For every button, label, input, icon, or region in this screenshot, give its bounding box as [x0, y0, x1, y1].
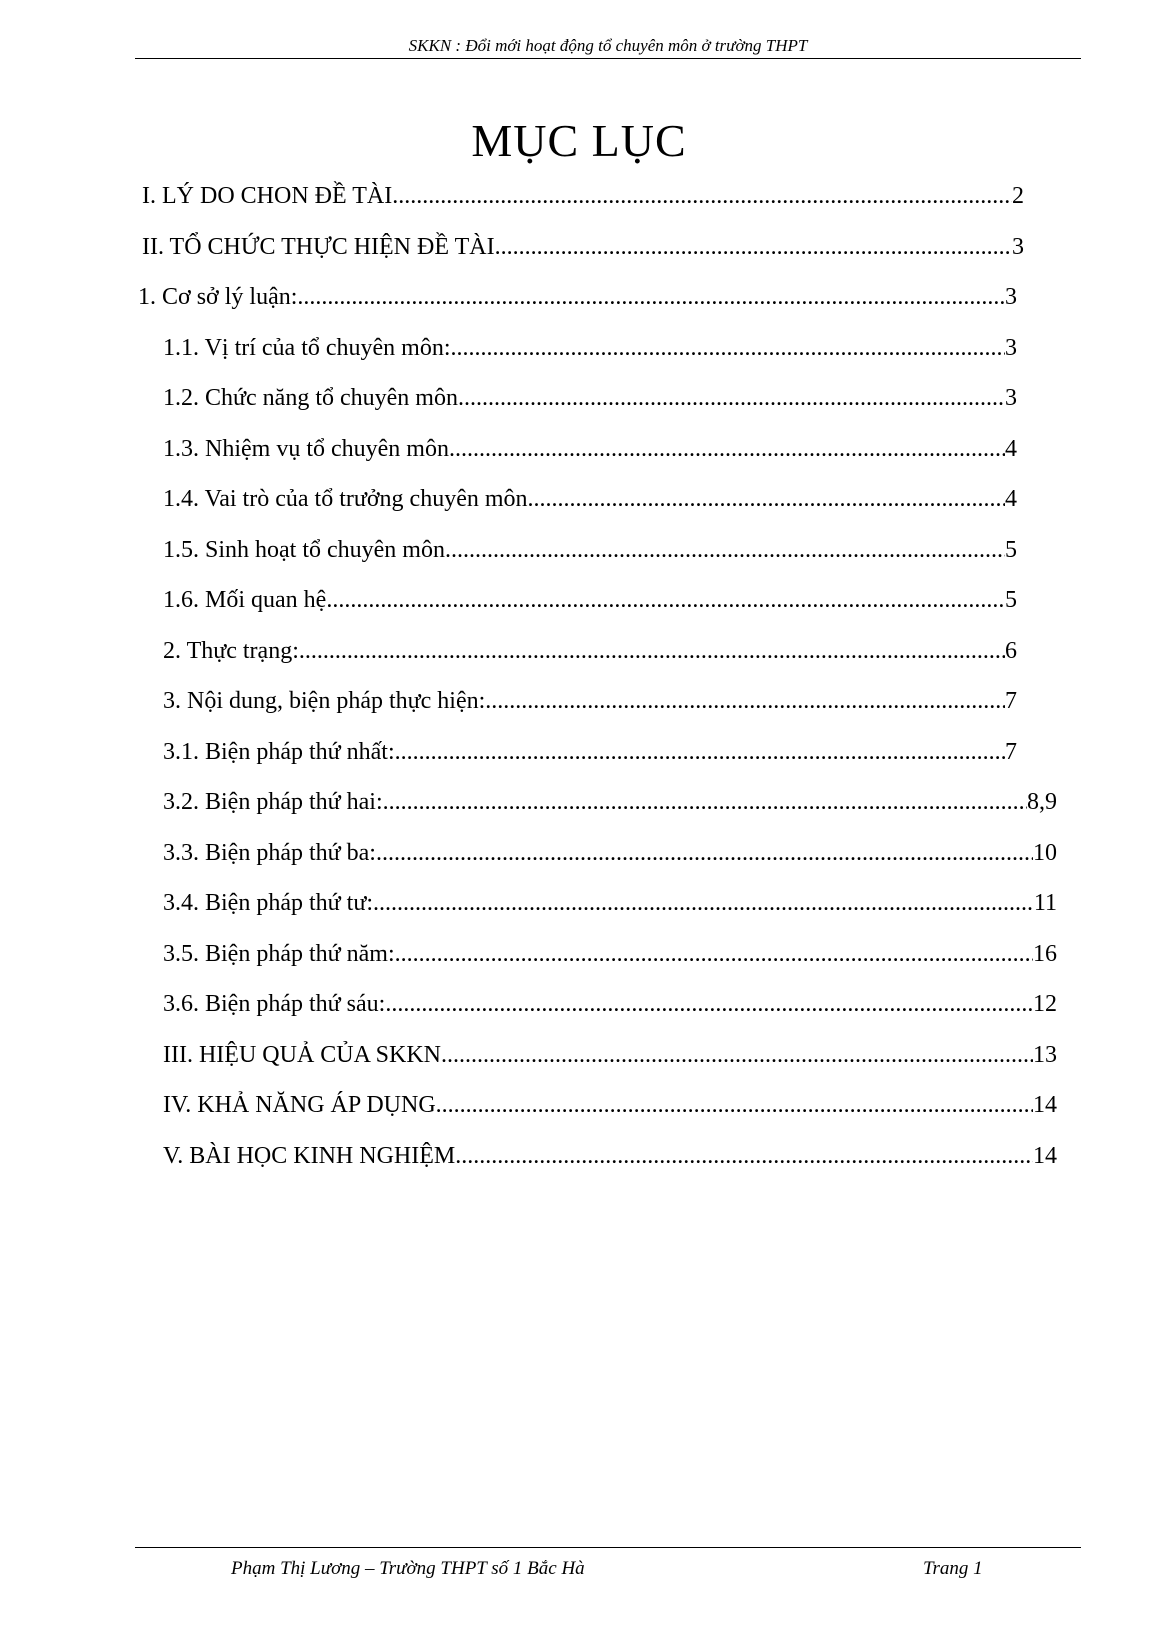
toc-entry-label: 3.2. Biện pháp thứ hai: — [163, 789, 383, 815]
toc-entry-page: 13 — [1033, 1042, 1057, 1068]
toc-entry-page: 8,9 — [1027, 789, 1057, 815]
toc-entry-label: 1. Cơ sở lý luận: — [138, 284, 298, 310]
toc-entry-label: 3.6. Biện pháp thứ sáu: — [163, 991, 386, 1017]
toc-leader-dots — [395, 934, 1033, 974]
toc-entry[interactable] — [163, 883, 1057, 923]
toc-leader-dots — [395, 732, 1005, 772]
toc-entry-page: 12 — [1033, 991, 1057, 1017]
toc-entry-label: IV. KHẢ NĂNG ÁP DỤNG — [163, 1092, 436, 1118]
toc-entry-page: 5 — [1005, 587, 1017, 613]
toc-entry-label: 3.3. Biện pháp thứ ba: — [163, 840, 376, 866]
toc-entry-page: 6 — [1005, 638, 1017, 664]
toc-entry[interactable] — [163, 1035, 1057, 1075]
toc-leader-dots — [326, 580, 1005, 620]
toc-entry[interactable] — [163, 681, 1017, 721]
toc-entry[interactable] — [163, 479, 1017, 519]
toc-entry-page: 11 — [1033, 890, 1057, 916]
toc-leader-dots — [299, 631, 1005, 671]
toc-entry-label: 1.2. Chức năng tổ chuyên môn — [163, 385, 458, 411]
toc-entry-label: III. HIỆU QUẢ CỦA SKKN — [163, 1042, 441, 1068]
toc-entry[interactable] — [142, 176, 1024, 216]
toc-entry-label: 1.1. Vị trí của tổ chuyên môn: — [163, 335, 451, 361]
toc-entry-page: 4 — [1005, 436, 1017, 462]
toc-leader-dots — [385, 984, 1033, 1024]
page-title: MỤC LỤC — [471, 115, 687, 166]
toc-leader-dots — [297, 277, 1005, 317]
toc-leader-dots — [449, 429, 1005, 469]
toc-leader-dots — [383, 782, 1027, 822]
toc-entry-label: I. LÝ DO CHON ĐỀ TÀI — [142, 183, 393, 209]
toc-entry-page: 10 — [1033, 840, 1057, 866]
toc-entry-page: 3 — [1012, 234, 1024, 260]
toc-entry-page: 2 — [1012, 183, 1024, 209]
toc-entry[interactable] — [163, 984, 1057, 1024]
toc-leader-dots — [445, 530, 1005, 570]
toc-leader-dots — [528, 479, 1005, 519]
toc-entry[interactable] — [163, 530, 1017, 570]
toc-leader-dots — [392, 176, 1012, 216]
toc-leader-dots — [485, 681, 1005, 721]
toc-entry-label: 1.3. Nhiệm vụ tổ chuyên môn — [163, 436, 449, 462]
toc-entry[interactable] — [138, 277, 1017, 317]
toc-entry[interactable] — [163, 833, 1057, 873]
toc-entry-label: II. TỔ CHỨC THỰC HIỆN ĐỀ TÀI — [142, 234, 495, 260]
header-text: SKKN : Đổi mới hoạt động tổ chuyên môn ở trường THPT — [408, 36, 808, 55]
toc-entry-page: 7 — [1005, 688, 1017, 714]
toc-entry[interactable] — [163, 328, 1017, 368]
toc-leader-dots — [376, 833, 1033, 873]
toc-entry-label: 3.1. Biện pháp thứ nhất: — [163, 739, 395, 765]
toc-entry-label: 3.5. Biện pháp thứ năm: — [163, 941, 395, 967]
toc-entry[interactable] — [163, 732, 1017, 772]
toc-entry-label: V. BÀI HỌC KINH NGHIỆM — [163, 1143, 456, 1169]
toc-leader-dots — [455, 1136, 1033, 1176]
toc-leader-dots — [458, 378, 1005, 418]
toc-entry[interactable] — [163, 378, 1017, 418]
toc-leader-dots — [373, 883, 1034, 923]
toc-entry[interactable] — [163, 1085, 1057, 1125]
toc-entry-label: 2. Thực trạng: — [163, 638, 299, 664]
footer-author: Phạm Thị Lương – Trường THPT số 1 Bắc Hà — [231, 1558, 585, 1579]
toc-entry-page: 3 — [1005, 284, 1017, 310]
toc-entry[interactable] — [163, 631, 1017, 671]
toc-entry-page: 14 — [1033, 1092, 1057, 1118]
toc-entry-page: 14 — [1033, 1143, 1057, 1169]
toc-entry-label: 3. Nội dung, biện pháp thực hiện: — [163, 688, 486, 714]
toc-entry-page: 3 — [1005, 335, 1017, 361]
toc-entry-label: 3.4. Biện pháp thứ tư: — [163, 890, 373, 916]
toc-entry-page: 7 — [1005, 739, 1017, 765]
toc-entry-page: 16 — [1033, 941, 1057, 967]
toc-entry[interactable] — [163, 782, 1057, 822]
toc-entry-label: 1.6. Mối quan hệ — [163, 587, 327, 613]
toc-entry-page: 3 — [1005, 385, 1017, 411]
footer-page-number: Trang 1 — [923, 1558, 983, 1579]
toc-entry-page: 5 — [1005, 537, 1017, 563]
toc-leader-dots — [495, 227, 1012, 267]
toc-leader-dots — [436, 1085, 1033, 1125]
toc-entry-label: 1.4. Vai trò của tổ trưởng chuyên môn — [163, 486, 528, 512]
toc-entry[interactable] — [163, 934, 1057, 974]
toc-entry[interactable] — [163, 580, 1017, 620]
toc-entry[interactable] — [142, 227, 1024, 267]
toc-entry[interactable] — [163, 429, 1017, 469]
toc-entry[interactable] — [163, 1136, 1057, 1176]
page-footer — [135, 1547, 1081, 1588]
toc-leader-dots — [441, 1035, 1033, 1075]
toc-entry-label: 1.5. Sinh hoạt tổ chuyên môn — [163, 537, 445, 563]
toc-leader-dots — [451, 328, 1005, 368]
toc-entry-page: 4 — [1005, 486, 1017, 512]
